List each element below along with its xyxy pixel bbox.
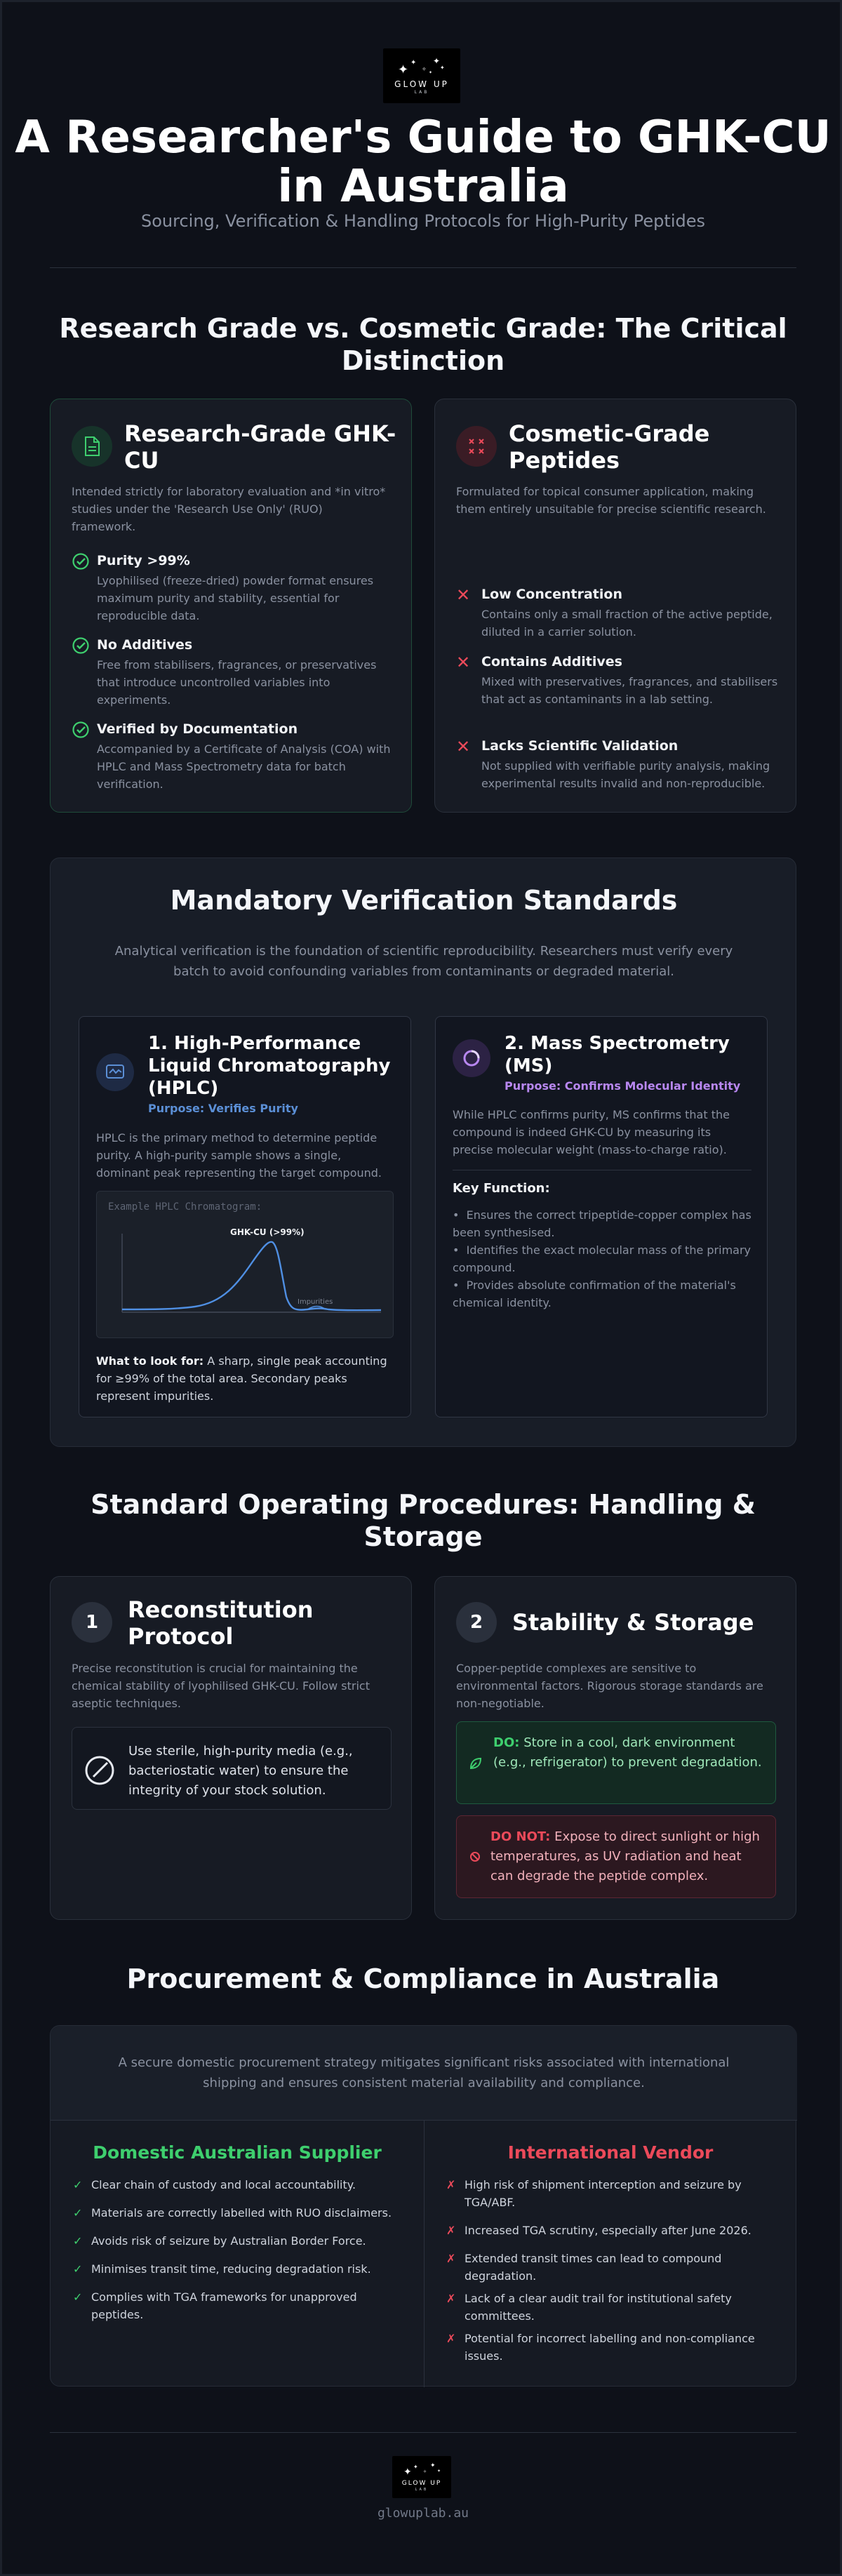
ms-card — [435, 1016, 768, 1417]
reconstitution-card — [50, 1576, 412, 1920]
logo-text: GLOW UP — [394, 79, 449, 89]
list-item: ✗ Lack of a clear audit trail for institutional safety committees. — [446, 2292, 732, 2323]
x-icon: ✕ — [456, 585, 471, 605]
storage-heading: Stability & Storage — [512, 1609, 754, 1636]
ms-bullet: • Identifies the exact molecular mass of the primary compound. — [453, 1243, 751, 1274]
divider — [50, 2432, 796, 2433]
footer-logo — [392, 2456, 451, 2498]
ms-bullet: • Ensures the correct tripeptide-copper complex has been synthesised. — [453, 1208, 751, 1239]
feature-title: Contains Additives — [481, 654, 622, 669]
storage-do — [456, 1721, 776, 1804]
peak-label: GHK-CU (>99%) — [230, 1227, 305, 1237]
hplc-look-for: What to look for: A sharp, single peak accounting for ≥99% of the total area. Secondary peaks represent impurities. — [96, 1354, 387, 1403]
ms-bullet: • Provides absolute confirmation of the material's chemical identity. — [453, 1279, 736, 1309]
hplc-chromatogram — [96, 1191, 394, 1338]
ms-key-function-label: Key Function: — [453, 1181, 550, 1196]
list-item: ✓ Minimises transit time, reducing degradation risk. — [73, 2262, 371, 2276]
feature-item — [97, 552, 392, 625]
logo-text: GLOW UP — [401, 2479, 442, 2487]
page-title: A Researcher's Guide to GHK-CU in Australia — [15, 112, 831, 213]
list-item: ✗ Increased TGA scrutiny, especially after June 2026. — [446, 2224, 751, 2237]
page-subtitle: Sourcing, Verification & Handling Protocols for High-Purity Peptides — [141, 211, 705, 231]
storage-dont — [456, 1815, 776, 1898]
ban-icon — [469, 1851, 481, 1862]
domestic-heading: Domestic Australian Supplier — [93, 2142, 382, 2163]
hplc-card — [79, 1016, 411, 1417]
feature-text: Mixed with preservatives, fragrances, and stabilisers that act as contaminants in a lab setting. — [481, 675, 778, 706]
document-icon — [72, 426, 112, 467]
feature-item — [456, 653, 783, 708]
cosmetic-grade-intro: Formulated for topical consumer application, making them entirely unsuitable for precise scientific research. — [456, 485, 766, 516]
research-grade-heading: Research-Grade GHK- CU — [124, 420, 396, 474]
hplc-purpose: Purpose: Verifies Purity — [148, 1102, 298, 1115]
sop-section-title: Standard Operating Procedures: Handling & Storage — [91, 1489, 756, 1552]
divider — [50, 267, 796, 268]
feature-title: No Additives — [97, 637, 193, 653]
verification-intro: Analytical verification is the foundation of scientific reproducibility. Researchers must verify every batch to avoid confounding variables from contaminants or degraded material. — [114, 944, 733, 979]
verification-section — [50, 857, 796, 1447]
check-circle-icon — [72, 721, 90, 739]
feature-item — [97, 636, 392, 709]
logo-subtext: LAB — [414, 90, 429, 95]
chromatogram-caption: Example HPLC Chromatogram: — [108, 1201, 262, 1213]
x-icon: ✕ — [456, 737, 471, 756]
list-item: ✓ Materials are correctly labelled with RUO disclaimers. — [73, 2206, 392, 2220]
list-item: ✗ Potential for incorrect labelling and non-compliance issues. — [446, 2332, 755, 2363]
sparkle-icon: ✦ ✦ ✧ ✦ ✦ ✦ — [398, 56, 446, 77]
feature-item — [97, 721, 392, 793]
footer-url[interactable]: glowuplab.au — [377, 2506, 469, 2521]
ring-icon — [453, 1039, 490, 1077]
storage-text: Copper-peptide complexes are sensitive to environmental factors. Rigorous storage standards are non-negotiable. — [456, 1662, 763, 1710]
ms-text: While HPLC confirms purity, MS confirms that the compound is indeed GHK-CU by measuring its precise molecular weight (mass-to-charge ratio). — [453, 1108, 730, 1156]
impurities-label: Impurities — [298, 1298, 333, 1306]
feature-item — [456, 737, 783, 792]
list-item: ✗ High risk of shipment interception and seizure by TGA/ABF. — [446, 2178, 742, 2209]
reconstitution-heading: Reconstitution Protocol — [128, 1596, 314, 1650]
procurement-section-title: Procurement & Compliance in Australia — [126, 1963, 720, 1994]
feature-text: Contains only a small fraction of the active peptide, diluted in a carrier solution. — [481, 608, 773, 639]
procurement-header — [51, 2026, 797, 2121]
research-grade-card — [50, 399, 412, 813]
chromatogram-trace — [122, 1242, 381, 1311]
leaf-icon — [468, 1756, 483, 1771]
feature-text: Free from stabilisers, fragrances, or preservatives that introduce uncontrolled variables into experiments. — [97, 658, 377, 707]
procurement-intro: A secure domestic procurement strategy mitigates significant risks associated with international shipping and ensures consistent material availability and compliance. — [118, 2055, 730, 2090]
check-circle-icon — [72, 552, 90, 570]
step-number: 2 — [456, 1602, 497, 1643]
cosmetic-grade-heading: Cosmetic-Grade Peptides — [509, 420, 710, 474]
chart-monitor-icon — [96, 1053, 134, 1091]
storage-do-text: DO: Store in a cool, dark environment (e.g., refrigerator) to prevent degradation. — [493, 1735, 762, 1770]
international-heading: International Vendor — [507, 2142, 714, 2163]
feature-title: Low Concentration — [481, 587, 622, 602]
list-item: ✓ Clear chain of custody and local accountability. — [73, 2178, 356, 2191]
x-icon: ✕ — [456, 653, 471, 672]
sparkle-icon: ✦ ✦ ✧ ✦ ✦ — [403, 2462, 443, 2478]
cosmetic-grade-card — [434, 399, 796, 813]
ms-purpose: Purpose: Confirms Molecular Identity — [504, 1079, 741, 1093]
chromatogram-plot — [97, 1192, 394, 1339]
ms-heading: 2. Mass Spectrometry (MS) — [504, 1033, 730, 1076]
step-number: 1 — [72, 1602, 112, 1643]
reconstitution-tip-text: Use sterile, high-purity media (e.g., bacteriostatic water) to ensure the integrity of your stock solution. — [128, 1744, 353, 1798]
logo-subtext: LAB — [415, 2487, 429, 2492]
feature-title: Lacks Scientific Validation — [481, 738, 679, 754]
feature-title: Purity >99% — [97, 553, 190, 568]
feature-text: Not supplied with verifiable purity analysis, making experimental results invalid and non-reproducible. — [481, 759, 770, 790]
list-item: ✗ Extended transit times can lead to compound degradation. — [446, 2252, 722, 2283]
reconstitution-text: Precise reconstitution is crucial for maintaining the chemical stability of lyophilised GHK-CU. Follow strict aseptic techniques. — [72, 1662, 370, 1710]
list-item: ✓ Avoids risk of seizure by Australian Border Force. — [73, 2234, 366, 2248]
feature-text: Accompanied by a Certificate of Analysis (COA) with HPLC and Mass Spectrometry data for batch verification. — [97, 742, 391, 791]
hplc-heading: 1. High-Performance Liquid Chromatography (HPLC) — [148, 1033, 391, 1099]
reconstitution-tip — [72, 1727, 392, 1810]
procurement-card — [50, 2025, 796, 2387]
feature-text: Lyophilised (freeze-dried) powder format ensures maximum purity and stability, essential for reproducible data. — [97, 574, 374, 622]
storage-dont-text: DO NOT: Expose to direct sunlight or high temperatures, as UV radiation and heat can degrade the peptide complex. — [490, 1829, 760, 1883]
verification-title: Mandatory Verification Standards — [170, 885, 678, 916]
logo — [383, 48, 460, 103]
storage-card — [434, 1576, 796, 1920]
feature-item — [456, 585, 783, 641]
check-circle-icon — [72, 636, 90, 655]
warning-x-icon — [456, 426, 497, 467]
hplc-text: HPLC is the primary method to determine peptide purity. A high-purity sample shows a single, dominant peak representing the target compound. — [96, 1131, 382, 1180]
grades-section-title: Research Grade vs. Cosmetic Grade: The Critical Distinction — [59, 313, 787, 376]
research-grade-intro: Intended strictly for laboratory evaluation and *in vitro* studies under the 'Research Use Only' (RUO) framework. — [72, 485, 386, 533]
syringe-icon — [83, 1754, 116, 1787]
list-item: ✓ Complies with TGA frameworks for unapproved peptides. — [73, 2290, 357, 2321]
feature-title: Verified by Documentation — [97, 721, 298, 737]
